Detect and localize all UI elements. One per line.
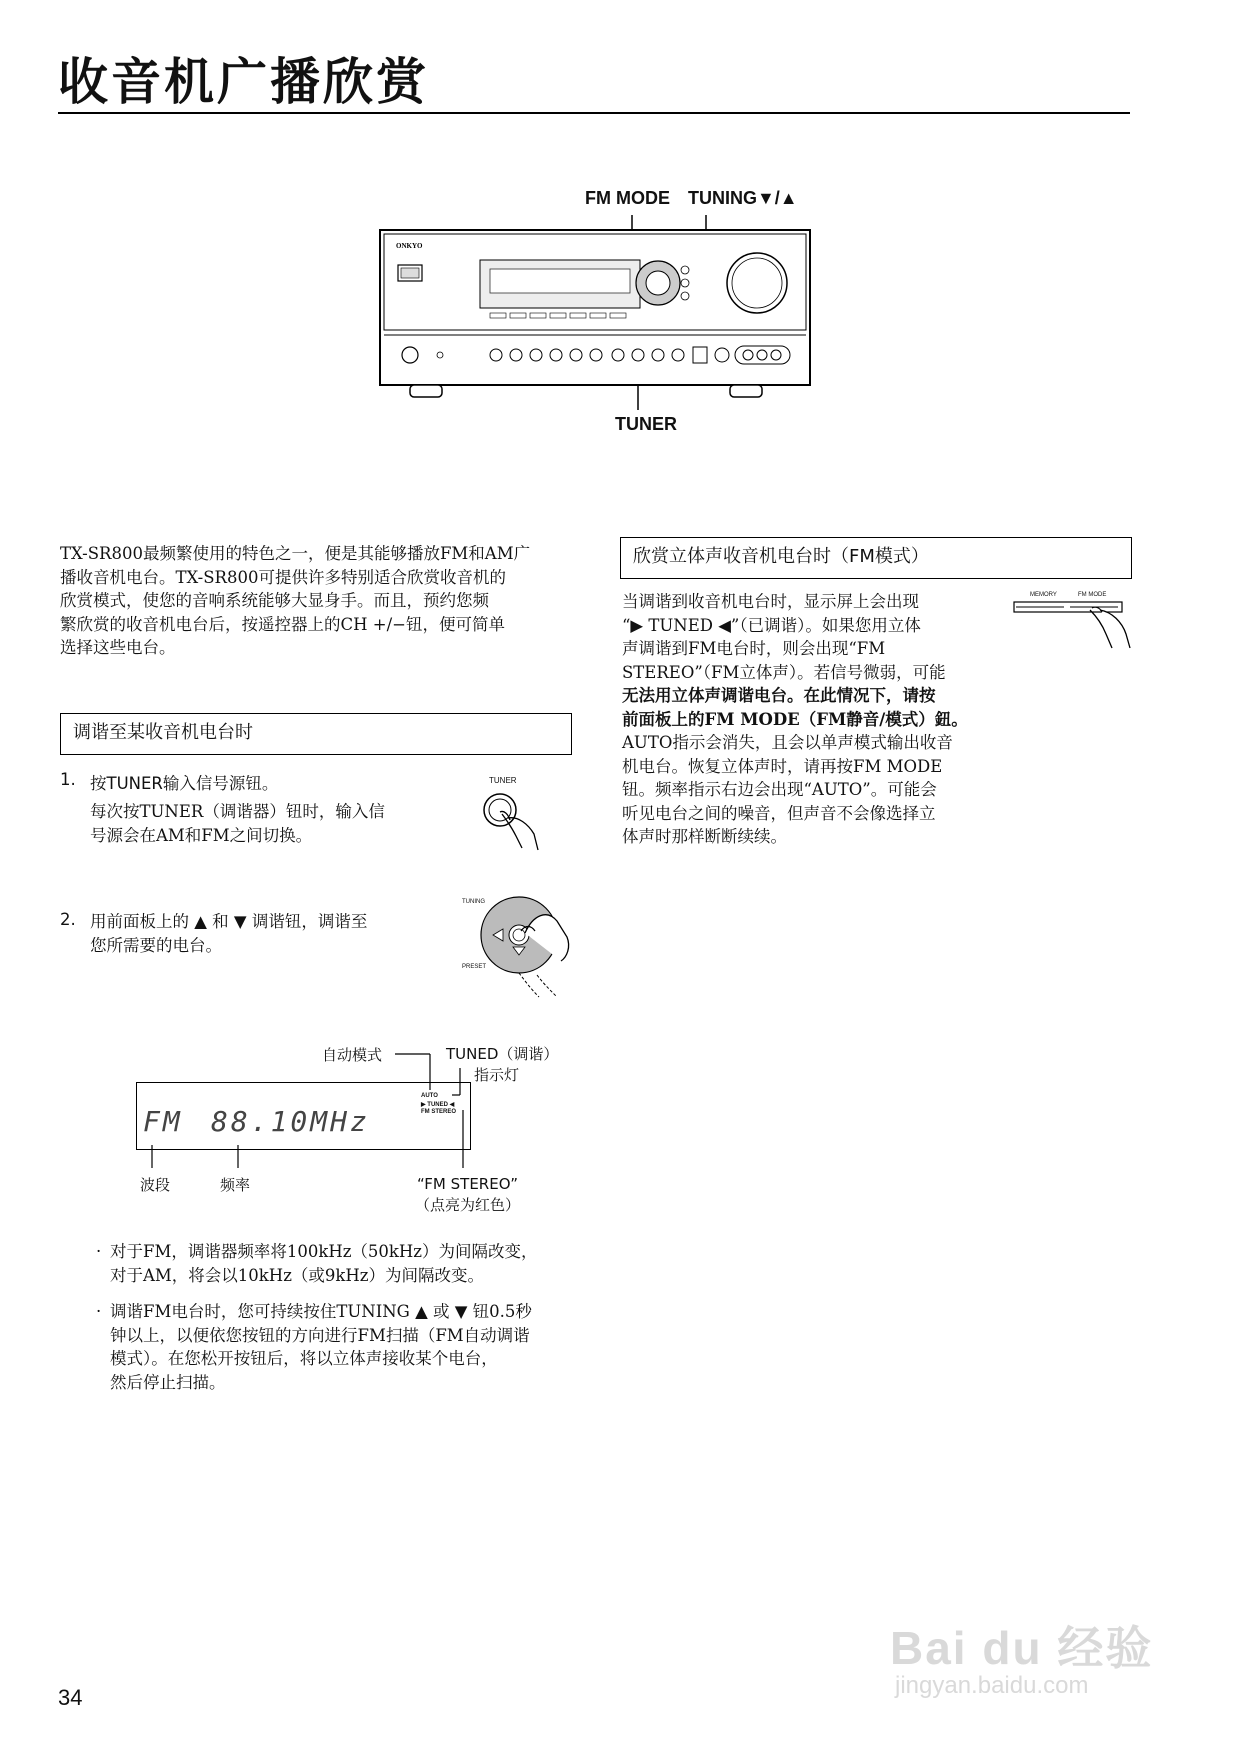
intro-line: TX-SR800最频繁使用的特色之一，便是其能够播放FM和AM广 — [60, 544, 531, 563]
lcd-display — [136, 1082, 471, 1150]
label-auto-mode: 自动模式 — [322, 1046, 383, 1064]
fm-mode-button-press-icon — [1012, 600, 1137, 652]
indicator-fm-stereo: FM STEREO — [421, 1109, 457, 1115]
dial-label-preset: PRESET — [462, 964, 487, 970]
intro-line: 繁欣赏的收音机电台后，按遥控器上的CH +/−钮，便可简单 — [60, 614, 505, 634]
stereo-paragraph: 当调谐到收音机电台时，显示屏上会出现 “▶ TUNED ◀”（已调谐）。如果您用立体 声调谐到FM电台时，则会出现“FM STEREO”（FM立体声）。若信号微弱，可能 无法用立体声调谐电台。在此情况下，请按 前面板上的FM MODE（FM静音/模式）鈕。 AUTO指示会消失，且会以单声模式输出收音 机电台。恢复立体声时，请再按FM MODE 钮。频率指示右边会出现“AUTO”。可能会 听见电台之间的噪音，但声音不会像选择立 体声时那样断断续续。 — [622, 592, 968, 846]
indicator-tuned: ▶ TUNED ◀ — [421, 1102, 455, 1108]
dial-label-tuning: TUNING — [462, 899, 485, 905]
intro-line: 播收音机电台。TX-SR800可提供许多特别适合欣赏收音机的 — [60, 567, 506, 587]
step1-description: 每次按TUNER（调谐器）钮时，输入信 号源会在AM和FM之间切换。 — [90, 802, 385, 845]
label-frequency: 频率 — [220, 1176, 251, 1194]
button-label-fm-mode: FM MODE — [1078, 592, 1107, 598]
label-tuned-indicator: TUNED（调谐） 指示灯 — [446, 1045, 559, 1084]
button-label-memory: MEMORY — [1030, 592, 1057, 598]
lcd-frequency: 88.10MHz — [211, 1105, 370, 1138]
intro-line: 欣赏模式，使您的音响系统能够大显身手。而且，预约您频 — [60, 591, 489, 610]
receiver-front-panel — [370, 205, 820, 415]
tuning-dial-press-icon — [475, 885, 575, 1000]
note-bullet: · — [96, 1242, 102, 1261]
intro-line: 选择这些电台。 — [60, 638, 176, 657]
step1-number: 1. — [60, 770, 76, 789]
intro-paragraph — [60, 542, 570, 660]
step1-title: 按TUNER输入信号源钮。 — [90, 774, 279, 793]
label-tuner: TUNER — [615, 414, 677, 434]
section-heading-tuning: 调谐至某收音机电台时 — [60, 713, 572, 755]
tuner-button-label: TUNER — [489, 776, 517, 785]
label-fm-mode: FM MODE — [585, 188, 670, 208]
step2-number: 2. — [60, 910, 76, 929]
brand-logo: ONKYO — [396, 242, 423, 250]
indicator-auto: AUTO — [421, 1093, 438, 1099]
label-fm-stereo-note: “FM STEREO” （点亮为红色） — [415, 1175, 521, 1214]
note-2: 调谐FM电台时，您可持续按住TUNING ▲ 或 ▼ 钮0.5秒 钟以上，以便依您按钮的方向进行FM扫描（FM自动调谐 模式）。在您松开按钮后，将以立体声接收某个电台， 然后停止扫描。 — [110, 1302, 532, 1392]
lcd-band: FM — [143, 1105, 183, 1138]
title-rule — [58, 112, 1130, 114]
tuner-button-press-icon — [478, 788, 558, 858]
watermark-url: jingyan.baidu.com — [895, 1672, 1089, 1699]
page-number: 34 — [58, 1685, 83, 1710]
watermark-brand: Bai du 经验 — [890, 1622, 1154, 1674]
label-band: 波段 — [140, 1176, 171, 1194]
step2-title: 用前面板上的 ▲ 和 ▼ 调谐钮，调谐至 您所需要的电台。 — [90, 912, 368, 955]
note-bullet: · — [96, 1302, 102, 1321]
section-heading-stereo: 欣赏立体声收音机电台时（FM模式） — [620, 537, 1132, 579]
note-1: 对于FM，调谐器频率将100kHz（50kHz）为间隔改变， 对于AM，将会以10kHz（或9kHz）为间隔改变。 — [110, 1242, 538, 1285]
page-title: 收音机广播欣赏 — [58, 53, 429, 111]
label-tuning: TUNING▼/▲ — [688, 188, 798, 208]
